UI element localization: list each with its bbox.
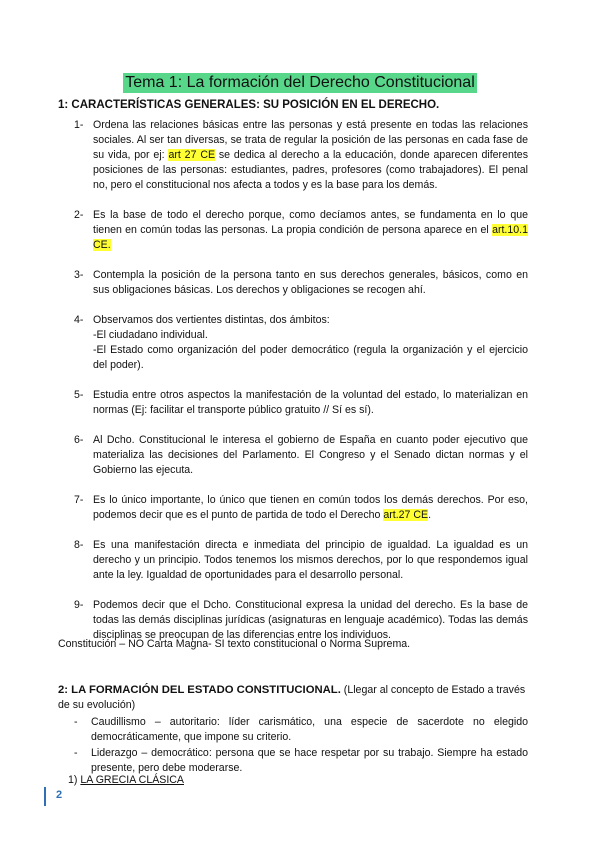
list-item-text — [93, 313, 528, 373]
list-item-text — [93, 388, 528, 418]
subsection-number: 1) — [68, 774, 81, 786]
bullet-dash: - — [74, 747, 78, 759]
list-item — [58, 538, 528, 583]
bullet-dash: - — [74, 716, 78, 728]
list-item-text — [93, 118, 528, 193]
list-sub-line: -El ciudadano individual. — [93, 329, 208, 341]
numbered-list — [58, 118, 528, 643]
text-segment: Podemos decir que el Dcho. Constitucional expresa la unidad del derecho. Es la base de todas las demás disciplinas jurídicas (asignaturas en lenguaje académico). Todas las demás disciplinas se preocupan de las diferencias entre los individuos. — [93, 599, 528, 641]
list-sub-line: -El Estado como organización del poder democrático (regula la organización y el ejercicio del poder). — [93, 344, 528, 371]
list-item-number: 3- — [74, 269, 84, 281]
section-2-title: 2: LA FORMACIÓN DEL ESTADO CONSTITUCIONAL. — [58, 684, 341, 696]
list-item-number: 2- — [74, 209, 84, 221]
page-title: Tema 1: La formación del Derecho Constitucional — [125, 74, 475, 91]
list-item-number: 1- — [74, 119, 84, 131]
page-number-bar — [44, 787, 46, 806]
list-item-text — [93, 538, 528, 583]
text-segment: Al Dcho. Constitucional le interesa el gobierno de España en cuanto poder ejecutivo que materializa las decisiones del Parlamento. El Congreso y el Senado dictan normas y el Gobierno las ejecuta. — [93, 434, 528, 476]
list-item — [58, 493, 528, 523]
bullet-text: Liderazgo – democrático: persona que se hace respetar por su trabajo. Siempre ha estado presente, pero debe moderarse. — [91, 747, 528, 774]
text-segment: Ordena las relaciones básicas entre las personas y está presente en todas las relaciones sociales. Al ser tan diversas, se trata de regular la posición de las personas en cada fase de su vida, por ej: — [93, 119, 528, 161]
text-segment: Contempla la posición de la persona tanto en sus derechos generales, básicos, como en sus obligaciones básicas. Los derechos y obligaciones se recogen ahí. — [93, 269, 528, 296]
title-wrap — [0, 73, 600, 93]
list-item — [58, 388, 528, 418]
text-segment: Estudia entre otros aspectos la manifestación de la voluntad del estado, lo materializan en normas (Ej: facilitar el transporte público gratuito // Sí es sí). — [93, 389, 528, 416]
text-segment: se dedica al derecho a la educación, donde aparecen diferentes posiciones de las personas: estudiantes, padres, profesores (como trabajadores). El penal no, pero el constitucional nos afecta a todos y es la base para los demás. — [93, 149, 528, 191]
list-item-number: 7- — [74, 494, 84, 506]
bullet-list — [58, 715, 528, 777]
section-2-heading — [58, 683, 528, 713]
list-item-number: 9- — [74, 599, 84, 611]
list-item-number: 8- — [74, 539, 84, 551]
article-reference: art.10.1 CE. — [93, 224, 528, 251]
bullet-item — [58, 715, 528, 745]
list-item-number: 6- — [74, 434, 84, 446]
list-item — [58, 268, 528, 298]
article-reference: art 27 CE — [168, 149, 216, 161]
text-segment: . — [428, 509, 432, 521]
list-item-number: 4- — [74, 314, 84, 326]
text-segment: Observamos dos vertientes distintas, dos ámbitos: — [93, 314, 330, 326]
list-item — [58, 313, 528, 373]
bullet-item — [58, 746, 528, 776]
list-item — [58, 433, 528, 478]
article-reference: art.27 CE — [383, 509, 429, 521]
text-segment: Es la base de todo el derecho porque, como decíamos antes, se fundamenta en lo que tienen en común todas las personas. La propia condición de persona aparece en el — [93, 209, 528, 236]
text-segment: Es lo único importante, lo único que tienen en común todos los demás derechos. Por eso, podemos decir que es el punto de partida de todo el Derecho — [93, 494, 528, 521]
list-item-text — [93, 208, 528, 253]
page-number: 2 — [56, 789, 63, 801]
text-segment: Es una manifestación directa e inmediata del principio de igualdad. La igualdad es un derecho y un principio. Todos tenemos los mismos derechos, por lo que respondemos igual ante la ley. Igualdad de oportunidades para el desarrollo personal. — [93, 539, 528, 581]
list-item-text — [93, 433, 528, 478]
list-item — [58, 118, 528, 193]
subsection-label: LA GRECIA CLÁSICA — [80, 774, 184, 786]
subsection-heading — [68, 773, 184, 787]
list-item-text — [93, 268, 528, 298]
list-item-text — [93, 493, 528, 523]
list-item — [58, 208, 528, 253]
list-item-number: 5- — [74, 389, 84, 401]
bullet-text: Caudillismo – autoritario: líder carismático, una especie de sacerdote no elegido democráticamente, que impone su criterio. — [91, 716, 528, 743]
section-2-subtitle: (Llegar al concepto de Estado a través de su evolución) — [58, 684, 526, 711]
note-line: Constitución – NO Carta Magna- SI texto constitucional o Norma Suprema. — [58, 638, 411, 650]
section-1-heading: 1: CARACTERÍSTICAS GENERALES: SU POSICIÓN EN EL DERECHO. — [58, 99, 440, 111]
